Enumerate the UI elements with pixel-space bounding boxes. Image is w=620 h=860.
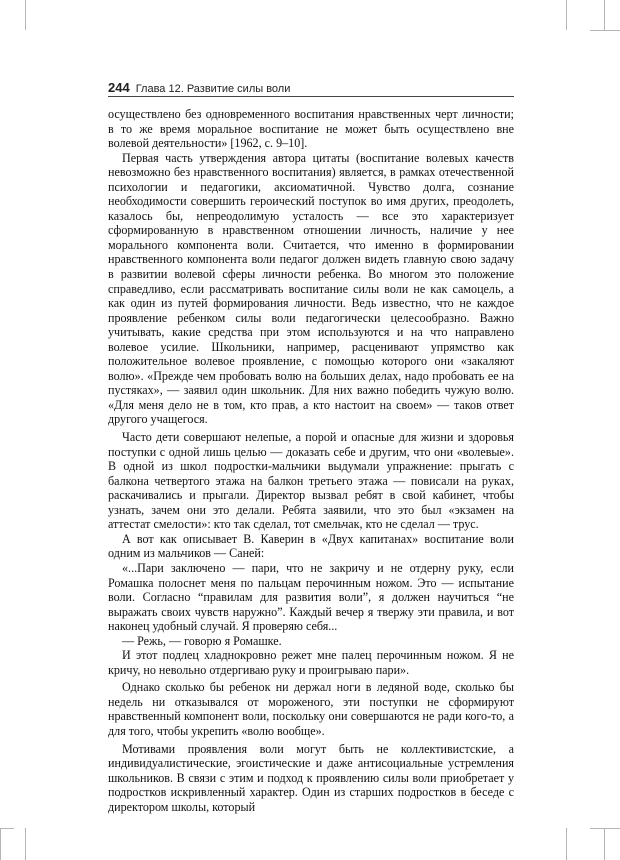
crop-mark-bottom-left-vertical-1 bbox=[0, 828, 1, 860]
quote-paragraph: «...Пари заключено — пари, что не закричу и не отдерну руку, если Ромашка полоснет меня по пальцам перочинным ножом. Это — испытание воли. Согласно “правилам для развития воли”, я должен научиться “не выражать своих чувств наружно”. Каждый вечер я твержу эти правила, и вот наконец удобный случай. Я проверяю себя... bbox=[108, 560, 514, 634]
chapter-title: Глава 12. Развитие силы воли bbox=[135, 83, 291, 95]
paragraph-continuation: осуществлено без одновременного воспитания нравственных черт личности; в то же время моральное воспитание не может быть осуществлено вне волевой деятельности» [1962, с. 9–10]. bbox=[108, 107, 514, 151]
paragraph: Однако сколько бы ребенок ни держал ноги в ледяной воде, сколько бы недель ни отказывался от мороженого, эти поступки не сформируют нравственный компонент воли, поскольку они совершаются не ради кого-то, а для того, чтобы укрепить «волю вообще». bbox=[108, 680, 514, 738]
quote-paragraph: И этот подлец хладнокровно режет мне палец перочинным ножом. Я не кричу, но невольно отдергиваю руку и проигрываю пари». bbox=[108, 648, 514, 677]
crop-mark-top-right-vertical-1 bbox=[566, 0, 567, 30]
crop-mark-bottom-left-horizontal bbox=[0, 828, 14, 829]
paragraph: Мотивами проявления воли могут быть не коллективистские, а индивидуалистические, эгоистические и даже антисоциальные устремления школьников. В связи с этим и подход к проявлению силы воли приобретает у подростков искривленный характер. Один из старших подростков в беседе с директором школы, который bbox=[108, 741, 514, 814]
paragraph: А вот как описывает В. Каверин в «Двух капитанах» воспитание воли одним из мальчиков — Саней: bbox=[108, 531, 514, 561]
running-header bbox=[108, 80, 514, 95]
crop-mark-top-right-horizontal bbox=[590, 30, 620, 31]
body-text bbox=[108, 107, 514, 814]
quote-paragraph: — Режь, — говорю я Ромашке. bbox=[122, 633, 282, 648]
paragraph: Первая часть утверждения автора цитаты (воспитание волевых качеств невозможно без нравственного воспитания) является, в рамках отечественной психологии и педагогики, аксиоматичной. Чувство долга, сознание необходимости совершить героический поступок во имя других, преодолеть, казалось бы, непреодолимую усталость — все это характеризует сформированную в нравственном отношении личность, наличие у нее морального компонента воли. Считается, что именно в формировании нравственного компонента воли педагог должен видеть главную свою задачу в развитии волевой сферы личности ребенка. Во многом это положение справедливо, если рассматривать воспитание силы воли не как самоцель, а как один из путей формирования личности. Ведь известно, что не каждое проявление ребенком силы воли педагогически целесообразно. Важно учитывать, какие средства при этом используются и на что направлено волевое усилие. Школьники, например, расценивают упрямство как положительное волевое проявление, с помощью которого они «закаляют волю». «Прежде чем пробовать волю на больших делах, надо пробовать ее на пустяках», — заявил один школьник. Для них важно победить чужую волю. «Для меня дело не в том, кто прав, а кто настоит на своем» — таков ответ другого учащегося. bbox=[108, 150, 514, 427]
crop-mark-bottom-right-horizontal bbox=[590, 828, 620, 829]
page-number: 244 bbox=[108, 80, 130, 95]
paragraph: Часто дети совершают нелепые, а порой и опасные для жизни и здоровья поступки с одной лишь целью — доказать себе и другим, что они «волевые». В одной из школ подростки-мальчики выдумали упражнение: прыгать с балкона четвертого этажа на балкон третьего этажа — повисали на руках, раскачивались и прыгали. Директор вызвал ребят в свой кабинет, чтобы узнать, зачем они это делали. Ребята заявили, что это был «экзамен на аттестат смелости»: кто так сделал, тот смельчак, кто не сделал — трус. bbox=[108, 430, 514, 532]
crop-mark-bottom-right-vertical-2 bbox=[604, 828, 605, 860]
header-rule bbox=[108, 96, 514, 97]
crop-mark-bottom-right-vertical-1 bbox=[566, 828, 567, 860]
crop-mark-top-right-vertical-2 bbox=[604, 0, 605, 30]
crop-mark-top-left-vertical bbox=[25, 0, 26, 30]
crop-mark-bottom-left-vertical-2 bbox=[25, 828, 26, 860]
